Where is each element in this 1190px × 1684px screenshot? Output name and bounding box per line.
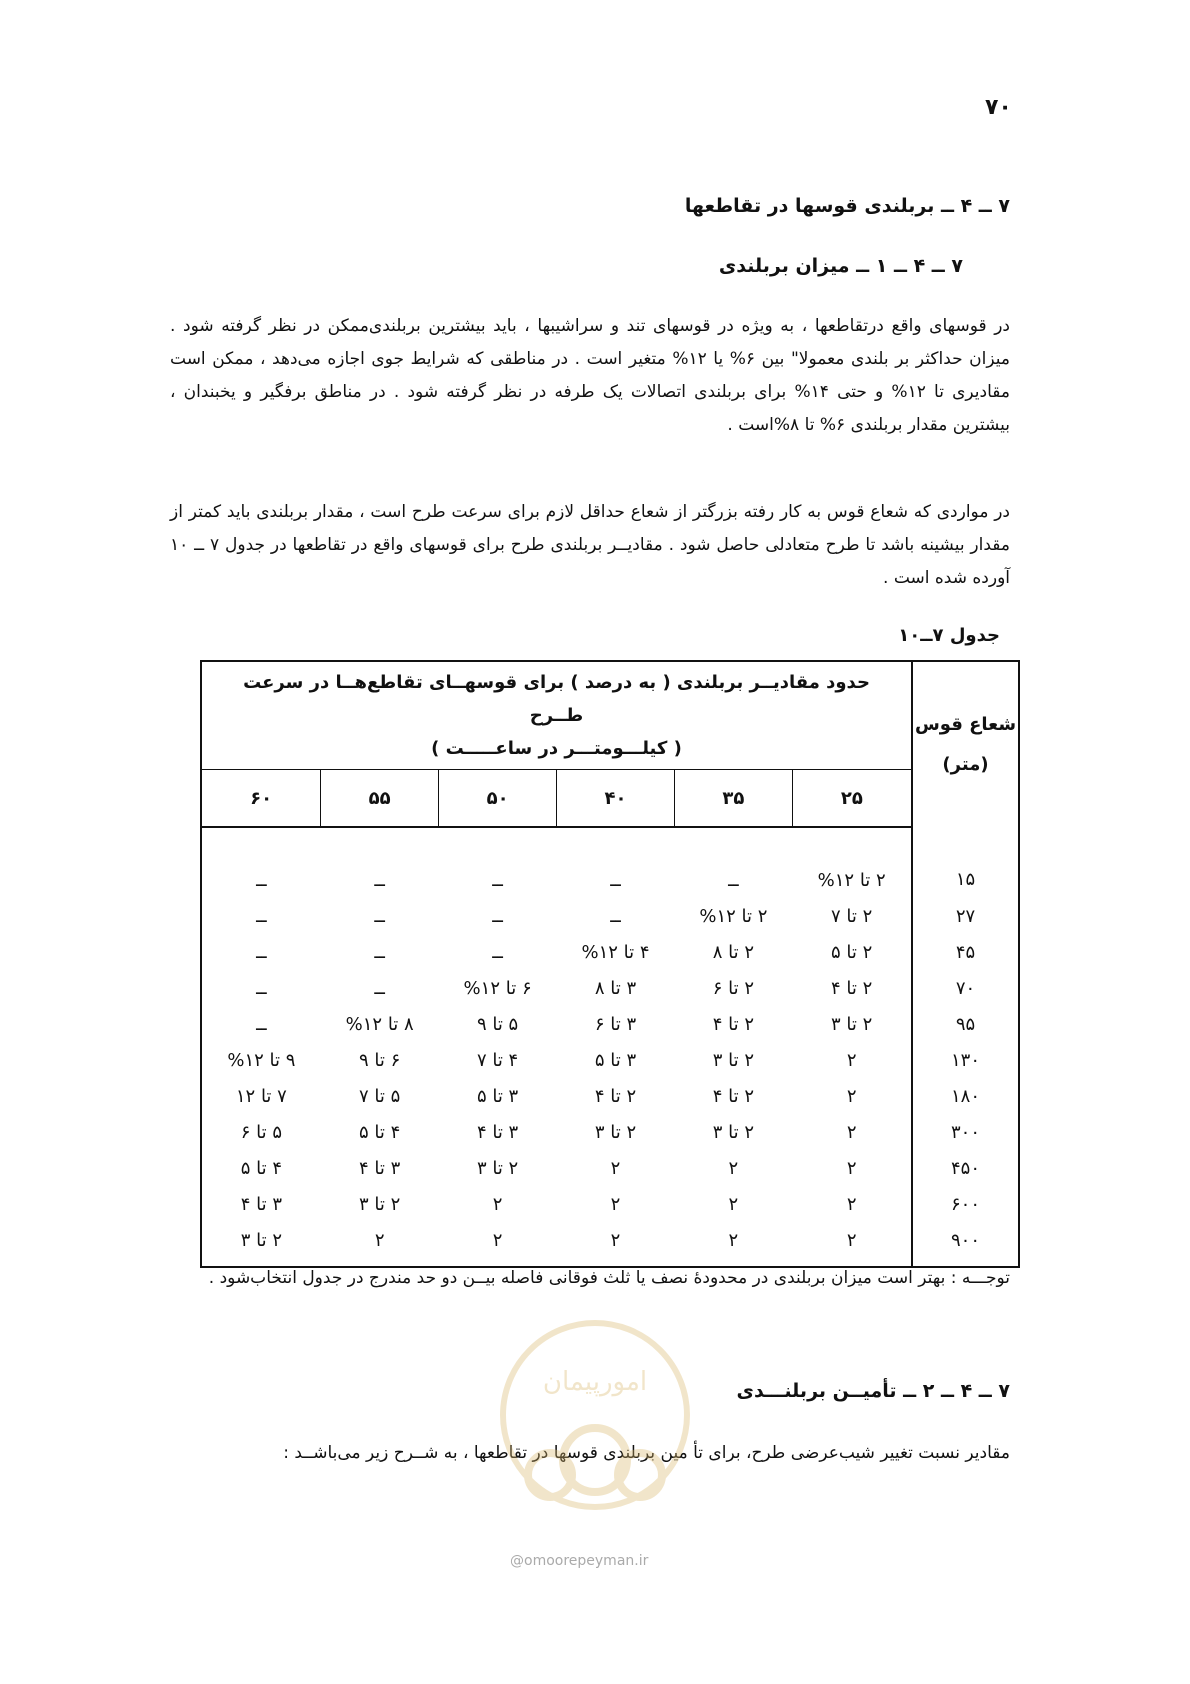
speed-header-1: ۳۵	[674, 770, 792, 828]
value-cell: ۶ تا ۱۲%	[463, 977, 532, 999]
value-cell: ۲ تا ۳	[712, 1049, 755, 1071]
value-cell: ۲	[610, 1157, 621, 1179]
speed-header-5: ۶۰	[201, 770, 321, 828]
table-row	[201, 1222, 1019, 1267]
speed-header-0: ۲۵	[792, 770, 912, 828]
table-row	[201, 1042, 1019, 1078]
value-cell: ــ	[256, 977, 267, 999]
value-cell: ــ	[492, 869, 503, 891]
speed-header-row	[201, 770, 1019, 828]
range-header-line-1: حدود مقادیــر بربلندی ( به درصد ) برای قوسهــای تقاطع‌هــا در سرعت طــرح	[243, 672, 870, 726]
value-cell: ۲ تا ۸	[712, 941, 755, 963]
radius-cell: ۶۰۰	[912, 1186, 1019, 1222]
value-cell: ــ	[374, 941, 385, 963]
superelevation-table	[200, 660, 1020, 1268]
radius-cell: ۴۵	[912, 934, 1019, 970]
table-body	[201, 827, 1019, 1267]
watermark-url: @omoorepeyman.ir	[510, 1553, 649, 1569]
value-cell: ۲	[374, 1229, 385, 1251]
table-row	[201, 934, 1019, 970]
value-cell: ــ	[374, 905, 385, 927]
value-cell: ۲	[846, 1121, 857, 1143]
gear-icon	[528, 1428, 662, 1497]
radius-cell: ۳۰۰	[912, 1114, 1019, 1150]
value-cell: ۲ تا ۳	[712, 1121, 755, 1143]
speed-header-3: ۵۰	[439, 770, 557, 828]
value-cell: ــ	[374, 869, 385, 891]
value-cell: ۲	[846, 1157, 857, 1179]
table-caption: جدول ۷ــ۱۰	[898, 625, 1000, 646]
radius-cell: ۱۳۰	[912, 1042, 1019, 1078]
radius-cell: ۹۰۰	[912, 1222, 1019, 1267]
value-cell: ۲	[492, 1229, 503, 1251]
value-cell: ۳ تا ۶	[594, 1013, 637, 1035]
radius-cell: ۴۵۰	[912, 1150, 1019, 1186]
radius-header-unit: (متر)	[942, 753, 989, 775]
value-cell: ۲	[846, 1229, 857, 1251]
value-cell: ۳ تا ۵	[476, 1085, 519, 1107]
value-cell: ۴ تا ۵	[240, 1157, 282, 1179]
range-header	[201, 661, 912, 770]
value-cell: ۳ تا ۵	[594, 1049, 637, 1071]
watermark-logo	[490, 1310, 700, 1550]
value-cell: ــ	[728, 869, 739, 891]
value-cell: ۶ تا ۹	[359, 1049, 401, 1071]
value-cell: ۲ تا ۴	[712, 1013, 755, 1035]
value-cell: ۲ تا ۴	[831, 977, 873, 999]
table-row	[201, 1006, 1019, 1042]
value-cell: ۲	[610, 1193, 621, 1215]
radius-cell: ۱۵	[912, 827, 1019, 898]
value-cell: ۵ تا ۶	[240, 1121, 282, 1143]
value-cell: ۴ تا ۱۲%	[581, 941, 650, 963]
subsection-title: ۷ ــ ۴ ــ ۱ ــ میزان بربلندی	[718, 255, 963, 277]
value-cell: ۲ تا ۷	[831, 905, 873, 927]
value-cell: ۲ تا ۳	[831, 1013, 873, 1035]
table-row	[201, 898, 1019, 934]
radius-cell: ۱۸۰	[912, 1078, 1019, 1114]
value-cell: ــ	[492, 941, 503, 963]
value-cell: ۲	[846, 1085, 857, 1107]
value-cell: ۲ تا ۵	[831, 941, 873, 963]
value-cell: ۴ تا ۷	[476, 1049, 519, 1071]
radius-cell: ۷۰	[912, 970, 1019, 1006]
value-cell: ۵ تا ۷	[359, 1085, 401, 1107]
table-note: توجـــه : بهتر است میزان بربلندی در محدوده‌ٔ نصف یا ثلث فوقانی فاصله بیــن دو حد مندرج در جدول انتخاب‌شود .	[208, 1268, 1010, 1288]
value-cell: ۳ تا ۴	[476, 1121, 519, 1143]
value-cell: ۳ تا ۸	[594, 977, 637, 999]
value-cell: ۲ تا ۱۲%	[699, 905, 768, 927]
radius-header-label: شعاع قوس	[914, 713, 1017, 735]
value-cell: ــ	[492, 905, 503, 927]
value-cell: ــ	[610, 905, 621, 927]
section-title: ۷ ــ ۴ ــ بربلندی قوسها در تقاطعها	[684, 195, 1010, 217]
radius-cell: ۲۷	[912, 898, 1019, 934]
watermark-logo-text: امورپیمان	[542, 1367, 648, 1397]
page-number: ۷۰	[985, 95, 1012, 120]
value-cell: ــ	[256, 905, 267, 927]
paragraph-2: در مواردی که شعاع قوس به کار رفته بزرگتر از شعاع حداقل لازم برای سرعت طرح است ، مقدار بربلندی باید کمتر از مقدار بیشینه باشد تا طرح متعادلی حاصل شود . مقادیــر بربلندی طرح برای قوسهای واقع در تقاطعها در جدول ۷ ــ ۱۰ آورده شده است .	[170, 502, 1010, 588]
value-cell: ۸ تا ۱۲%	[345, 1013, 414, 1035]
value-cell: ۲	[728, 1157, 739, 1179]
table-row	[201, 970, 1019, 1006]
value-cell: ــ	[256, 941, 267, 963]
radius-cell: ۹۵	[912, 1006, 1019, 1042]
value-cell: ۳ تا ۴	[240, 1193, 282, 1215]
radius-header	[912, 661, 1019, 827]
value-cell: ــ	[610, 869, 621, 891]
value-cell: ۲ تا ۴	[594, 1085, 637, 1107]
table-row	[201, 1150, 1019, 1186]
value-cell: ۲	[728, 1229, 739, 1251]
value-cell: ۲	[846, 1049, 857, 1071]
value-cell: ۹ تا ۱۲%	[227, 1049, 296, 1071]
value-cell: ۳ تا ۴	[359, 1157, 401, 1179]
table-row	[201, 1114, 1019, 1150]
range-header-line-2: ( کیلـــومتـــر در ساعـــــت )	[431, 738, 682, 759]
value-cell: ۵ تا ۹	[476, 1013, 519, 1035]
value-cell: ۲ تا ۴	[712, 1085, 755, 1107]
value-cell: ۲ تا ۱۲%	[817, 869, 886, 891]
table-row	[201, 1078, 1019, 1114]
value-cell: ــ	[374, 977, 385, 999]
speed-header-2: ۴۰	[557, 770, 675, 828]
value-cell: ۲ تا ۳	[240, 1229, 282, 1251]
paragraph-1: در قوسهای واقع درتقاطعها ، به ویژه در قوسهای تند و سراشیبها ، باید بیشترین بربلندی‌ممکن در نظر گرفته شود . میزان حداکثر بر بلندی معمولا" بین ۶% یا ۱۲% متغیر است . در مناطقی که شرایط جوی اجازه می‌دهد ، ممکن است مقادیری تا ۱۲% و حتی ۱۴% برای بربلندی اتصالات یک طرفه در نظر گرفته شود . در مناطق برفگیر و یخبندان ، بیشترین مقدار بربلندی ۶% تا ۸%است .	[170, 316, 1010, 435]
value-cell: ۲	[728, 1193, 739, 1215]
value-cell: ۲ تا ۳	[594, 1121, 637, 1143]
paragraph-3: مقادیر نسبت تغییر شیب‌عرضی طرح، برای تأ مین بربلندی قوسها در تقاطعها ، به شــرح زیر می‌باشــد :	[283, 1443, 1010, 1463]
value-cell: ــ	[256, 869, 267, 891]
subsection-2-title: ۷ ــ ۴ ــ ۲ ــ تأمیــن بربلنـــدی	[736, 1380, 1010, 1402]
value-cell: ــ	[256, 1013, 267, 1035]
value-cell: ۴ تا ۵	[359, 1121, 401, 1143]
value-cell: ۲ تا ۶	[712, 977, 755, 999]
table-row	[201, 1186, 1019, 1222]
value-cell: ۲ تا ۳	[476, 1157, 519, 1179]
value-cell: ۲ تا ۳	[359, 1193, 401, 1215]
value-cell: ۲	[610, 1229, 621, 1251]
table-row	[201, 827, 1019, 898]
speed-header-4: ۵۵	[321, 770, 439, 828]
value-cell: ۷ تا ۱۲	[235, 1085, 287, 1107]
value-cell: ۲	[846, 1193, 857, 1215]
value-cell: ۲	[492, 1193, 503, 1215]
